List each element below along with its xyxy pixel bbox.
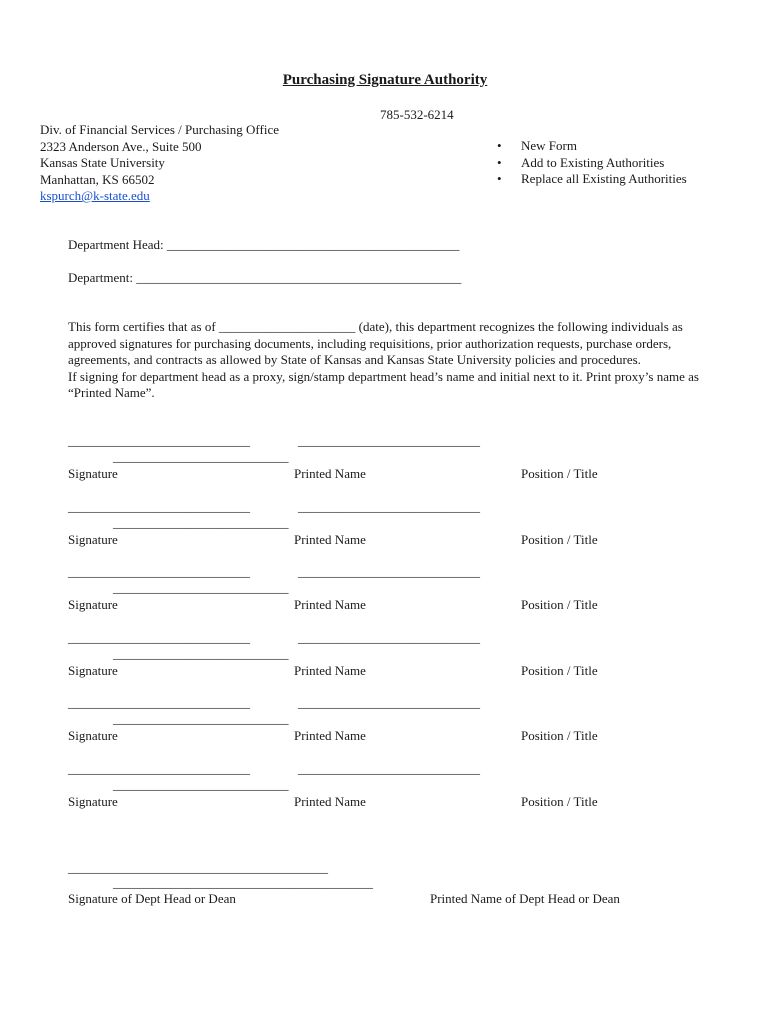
printed-name-label: Printed Name	[294, 662, 366, 678]
form-title: Purchasing Signature Authority	[282, 72, 488, 88]
signature-line[interactable]: ____________________________	[68, 695, 250, 710]
address-line-4: Manhattan, KS 66502	[40, 171, 155, 187]
signature-label: Signature	[68, 728, 118, 743]
address-line-1: Div. of Financial Services / Purchasing Office	[40, 122, 279, 137]
department-field[interactable]: Department: __________________________________________________	[68, 270, 462, 285]
position-title-label: Position / Title	[521, 793, 598, 809]
position-title-line[interactable]: ___________________________	[113, 580, 289, 595]
position-title-label: Position / Title	[521, 531, 598, 547]
signature-label: Signature	[68, 662, 118, 678]
email-link[interactable]: kspurch@k-state.edu	[40, 188, 150, 203]
position-title-label: Position / Title	[521, 728, 598, 743]
printed-name-line[interactable]: ____________________________	[298, 760, 480, 776]
signature-line[interactable]: ____________________________	[68, 433, 250, 448]
printed-name-line[interactable]: ____________________________	[298, 433, 480, 448]
position-title-line[interactable]: ___________________________	[113, 449, 289, 464]
option-replace-all[interactable]: • Replace all Existing Authorities	[497, 171, 687, 188]
dept-head-signature-label: Signature of Dept Head or Dean	[68, 891, 236, 906]
printed-name-line[interactable]: ____________________________	[298, 498, 480, 514]
form-type-options	[497, 138, 687, 188]
option-add-existing[interactable]: • Add to Existing Authorities	[497, 155, 687, 172]
position-title-line[interactable]: ___________________________	[113, 711, 289, 726]
phone-number: 785-532-6214	[380, 107, 454, 122]
proxy-instructions: If signing for department head as a proxy, sign/stamp department head’s name and initial next to it. Print proxy’s name as “Printed Name”.	[68, 368, 699, 400]
signature-line[interactable]: ____________________________	[68, 760, 250, 776]
printed-name-line[interactable]: ____________________________	[298, 695, 480, 710]
office-address	[40, 122, 279, 205]
option-new-form[interactable]: • New Form	[497, 138, 687, 155]
printed-name-label: Printed Name	[294, 728, 366, 743]
printed-name-label: Printed Name	[294, 793, 366, 809]
position-title-label: Position / Title	[521, 662, 598, 678]
address-line-2: 2323 Anderson Ave., Suite 500	[40, 138, 202, 154]
certification-text	[68, 319, 708, 402]
certify-paragraph: This form certifies that as of _____________________ (date), this department recognizes the following individuals as approved signatures for purchasing documents, including requisitions, prior authorization requests, purchase orders, agreements, and contracts as allowed by State of Kansas and Kansas State University policies and procedures.	[68, 319, 683, 367]
signature-line[interactable]: ____________________________	[68, 498, 250, 514]
department-head-field[interactable]: Department Head: _____________________________________________	[68, 237, 460, 252]
dept-head-printed-label: Printed Name of Dept Head or Dean	[430, 891, 620, 906]
position-title-line[interactable]: ___________________________	[113, 645, 289, 661]
signature-label: Signature	[68, 466, 118, 481]
position-title-line[interactable]: ___________________________	[113, 776, 289, 792]
printed-name-label: Printed Name	[294, 597, 366, 612]
printed-name-line[interactable]: ____________________________	[298, 629, 480, 645]
position-title-label: Position / Title	[521, 597, 598, 612]
dept-head-signature-line[interactable]: ________________________________________	[68, 860, 328, 875]
printed-name-label: Printed Name	[294, 466, 366, 481]
printed-name-line[interactable]: ____________________________	[298, 564, 480, 579]
position-title-line[interactable]: ___________________________	[113, 514, 289, 530]
position-title-label: Position / Title	[521, 466, 598, 481]
signature-label: Signature	[68, 793, 118, 809]
address-line-3: Kansas State University	[40, 155, 165, 170]
signature-line[interactable]: ____________________________	[68, 564, 250, 579]
dept-head-printed-line[interactable]: ________________________________________	[113, 875, 373, 890]
signature-line[interactable]: ____________________________	[68, 629, 250, 645]
printed-name-label: Printed Name	[294, 531, 366, 547]
signature-label: Signature	[68, 531, 118, 547]
signature-label: Signature	[68, 597, 118, 612]
